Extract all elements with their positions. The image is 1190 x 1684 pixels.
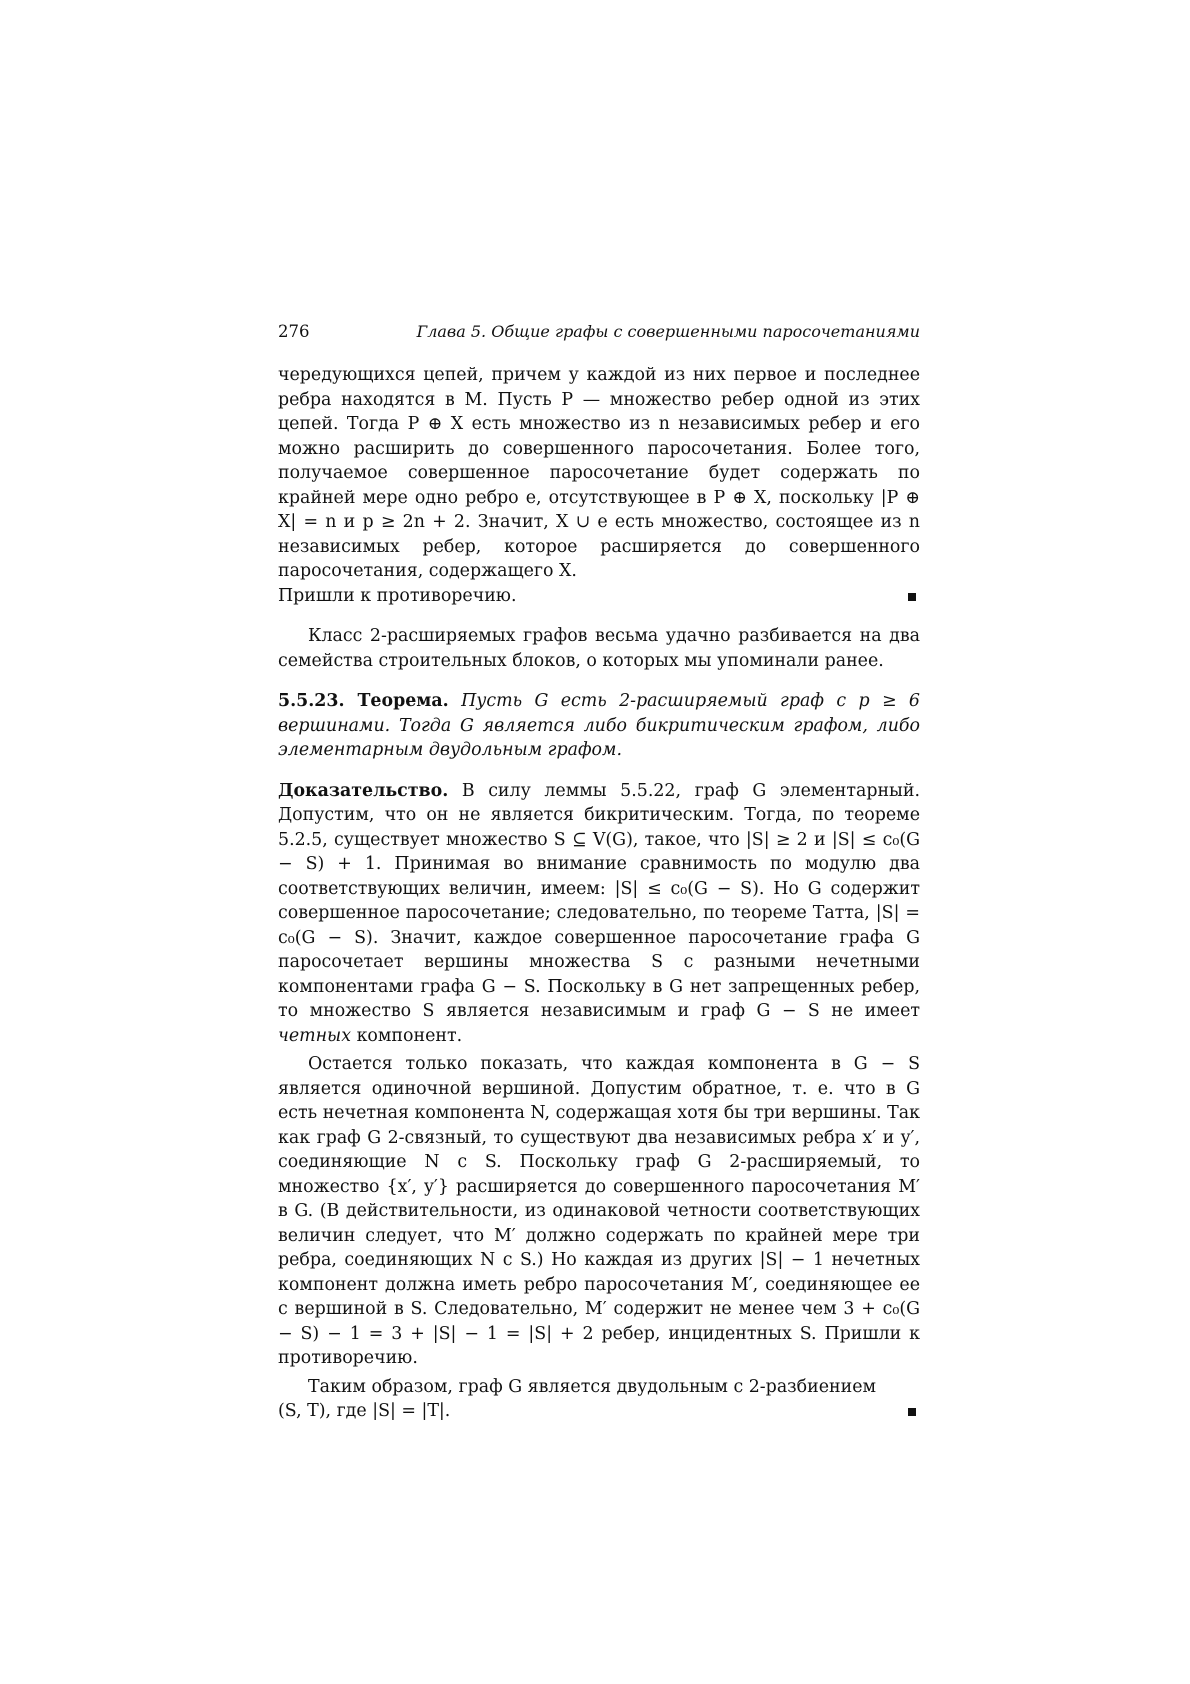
proof-label: Доказательство.	[278, 780, 449, 801]
theorem-statement: Пусть G есть 2-расширяемый граф с p ≥ 6 вершинами. Тогда G является либо бикритическим графом, либо элементарным двудольным графом.	[278, 691, 920, 760]
qed-square-icon	[908, 1408, 916, 1416]
paragraph-1	[278, 363, 920, 584]
proof-text-end: компонент.	[356, 1025, 463, 1046]
paragraph-4	[278, 1375, 920, 1400]
proof-emphasis: четных	[278, 1025, 352, 1046]
qed-square-icon	[908, 593, 916, 601]
chapter-title: Глава 5. Общие графы с совершенными паросочетаниями	[416, 322, 920, 341]
running-head	[278, 322, 920, 341]
page-number: 276	[278, 322, 310, 341]
paragraph-4-text: Таким образом, граф G является двудольным с 2-разбиением	[308, 1376, 877, 1397]
book-page	[278, 322, 920, 1424]
paragraph-1-conclusion: Пришли к противоречию.	[278, 585, 517, 606]
paragraph-4-last-line	[278, 1399, 920, 1424]
theorem	[278, 689, 920, 763]
paragraph-1-last-line	[278, 584, 920, 609]
paragraph-2: Класс 2-расширяемых графов весьма удачно разбивается на два семейства строительных блоков, о которых мы упоминали ранее.	[278, 626, 920, 671]
proof-paragraph	[278, 779, 920, 1049]
proof-text: В силу леммы 5.5.22, граф G элементарный. Допустим, что он не является бикритическим. Тогда, по теореме 5.2.5, существует множество S ⊆ V(G), такое, что |S| ≥ 2 и |S| ≤ c₀(G − S) + 1. Принимая во внимание сравнимость по модулю два соответствующих величин, имеем: |S| ≤ c₀(G − S). Но G содержит совершенное паросочетание; следовательно, по теореме Татта, |S| = c₀(G − S). Значит, каждое совершенное паросочетание графа G паросочетает вершины множества S с разными нечетными компонентами графа G − S. Поскольку в G нет запрещенных ребер, то множество S является независимым и граф G − S не имеет	[278, 780, 920, 1021]
paragraph-1-text: чередующихся цепей, причем у каждой из них первое и последнее ребра находятся в M. Пусть P — множество ребер одной из этих цепей. Тогда P ⊕ X есть множество из n независимых ребер и его можно расширить до совершенного паросочетания. Более того, получаемое совершенное паросочетание будет содержать по крайней мере одно ребро e, отсутствующее в P ⊕ X, поскольку |P ⊕ X| = n и p ≥ 2n + 2. Значит, X ∪ e есть множество, состоящее из n независимых ребер, которое расширяется до совершенного паросочетания, содержащего X.	[278, 365, 920, 581]
paragraph-3: Остается только показать, что каждая компонента в G − S является одиночной вершиной. Допустим обратное, т. е. что в G есть нечетная компонента N, содержащая хотя бы три вершины. Так как граф G 2-связный, то существуют два независимых ребра x′ и y′, соединяющие N с S. Поскольку граф G 2-расширяемый, то множество {x′, y′} расширяется до совершенного паросочетания M′ в G. (В действительности, из одинаковой четности соответствующих величин следует, что M′ должно содержать по крайней мере три ребра, соединяющих N с S.) Но каждая из других |S| − 1 нечетных компонент должна иметь ребро паросочетания M′, соединяющее ее с вершиной в S. Следовательно, M′ содержит не менее чем 3 + c₀(G − S) − 1 = 3 + |S| − 1 = |S| + 2 ребер, инцидентных S. Пришли к противоречию.	[278, 1054, 920, 1368]
paragraph-4-conclusion: (S, T), где |S| = |T|.	[278, 1401, 451, 1421]
theorem-label: 5.5.23. Теорема.	[278, 691, 449, 711]
